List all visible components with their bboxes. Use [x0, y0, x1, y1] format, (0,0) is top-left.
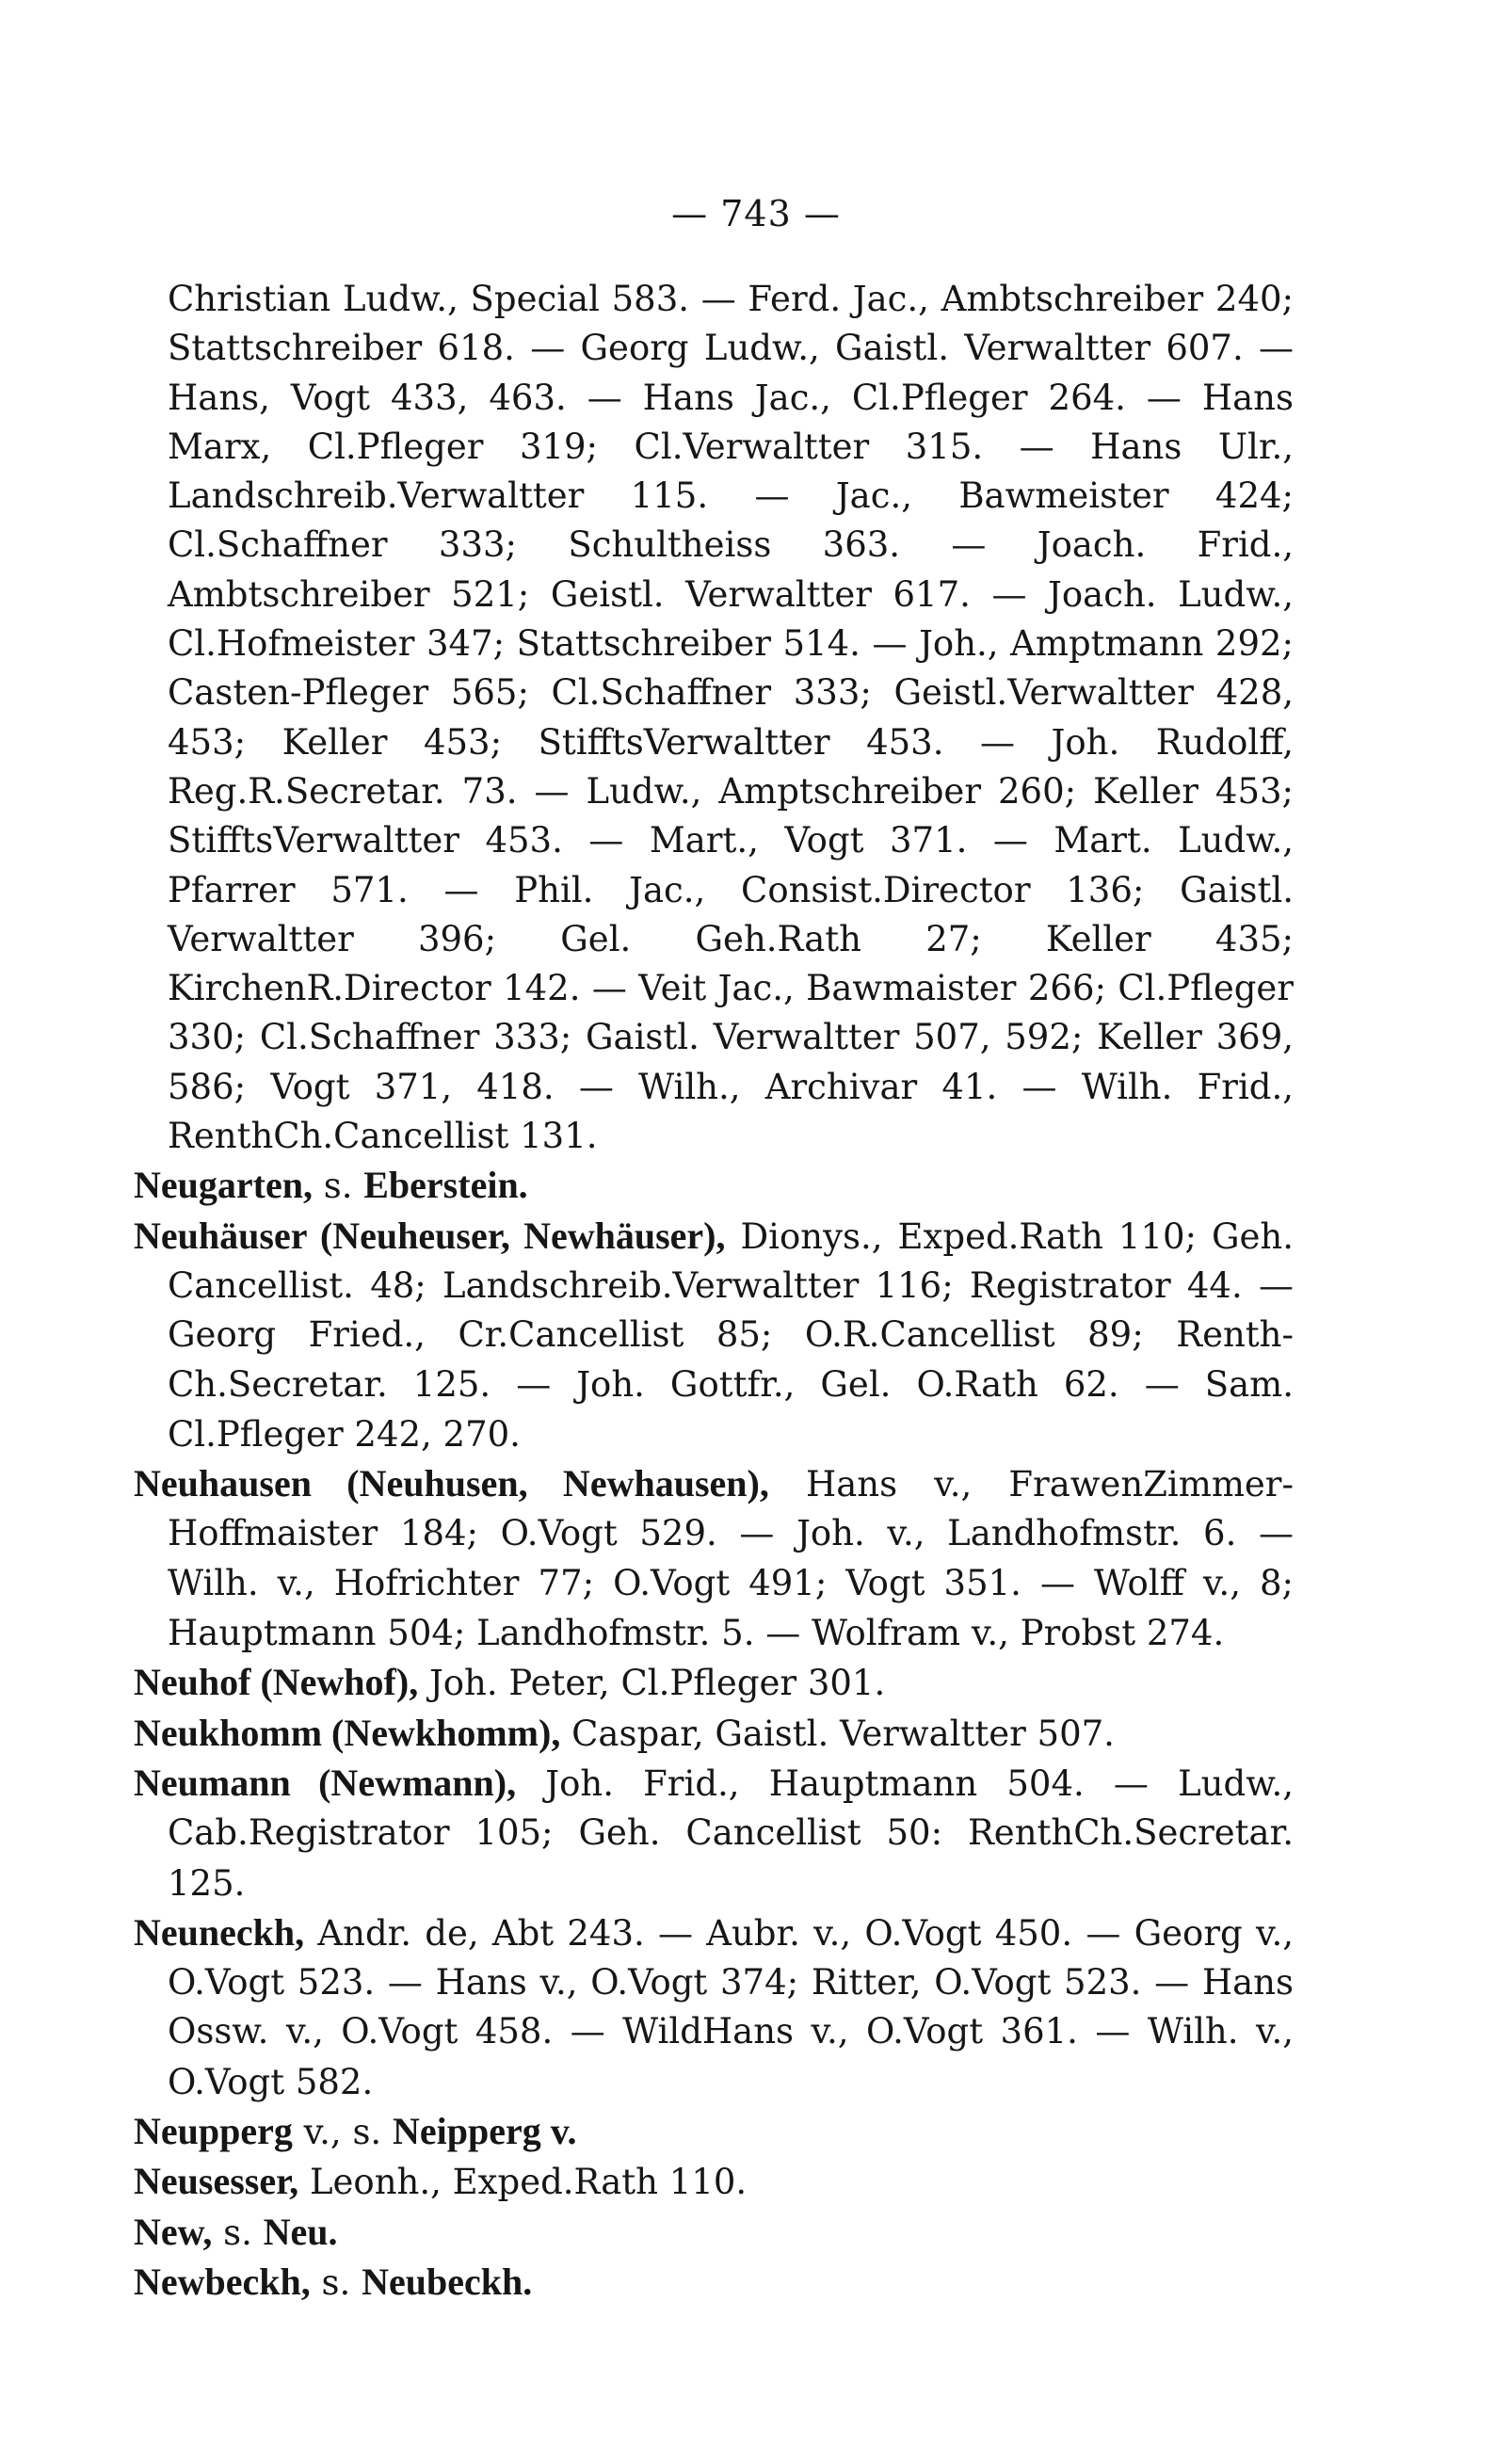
entry-text: s. — [312, 1166, 364, 1207]
entry-surname: Neuhausen (Neuhusen, Newhausen), — [134, 1462, 769, 1505]
entry-surname: Neusesser, — [134, 2160, 299, 2203]
entry-surname: Neuhäuser (Neuheuser, Newhäuser), — [134, 1214, 726, 1257]
entry-text: Joh. Frid., Hauptmann 504. — Ludw., Cab.Registrator 105; Geh. Cancellist 50: RenthCh.Secretar. 125. — [168, 1762, 1294, 1904]
entry-surname: Neumann (Newmann), — [134, 1761, 517, 1804]
continued-entry: Christian Ludw., Special 583. — Ferd. Jac., Ambtschreiber 240; Stattschreiber 618. — Georg Ludw., Gaistl. Verwaltter 607. — Hans, Vogt 433, 463. — Hans Jac., Cl.Pfleger 264. — Hans Marx, Cl.Pfleger 319; Cl.Verwaltter 315. — Hans Ulr., Landschreib.Verwaltter 115. — Jac., Bawmeister 424; Cl.Schaffner 333; Schultheiss 363. — Joach. Frid., Ambtschreiber 521; Geistl. Verwaltter 617. — Joach. Ludw., Cl.Hofmeister 347; Stattschreiber 514. — Joh., Amptmann 292; Casten-Pfleger 565; Cl.Schaffner 333; Geistl.Verwaltter 428, 453; Keller 453; StifftsVerwaltter 453. — Joh. Rudolff, Reg.R.Secretar. 73. — Ludw., Amptschreiber 260; Keller 453; StifftsVerwaltter 453. — Mart., Vogt 371. — Mart. Ludw., Pfarrer 571. — Phil. Jac., Consist.Director 136; Gaistl. Verwaltter 396; Gel. Geh.Rath 27; Keller 435; KirchenR.Director 142. — Veit Jac., Bawmaister 266; Cl.Pfleger 330; Cl.Schaffner 333; Gaistl. Verwaltter 507, 592; Keller 369, 586; Vogt 371, 418. — Wilh., Archivar 41. — Wilh. Frid., RenthCh.Cancellist 131. — [168, 279, 1294, 1157]
entry-text: s. — [212, 2212, 264, 2253]
entry-surname: Neukhomm (Newkhomm), — [134, 1711, 561, 1754]
entry-text: Joh. Peter, Cl.Pfleger 301. — [418, 1663, 886, 1704]
entry-cross-reference: Neipperg v. — [392, 2109, 577, 2152]
entry-surname: Neuneckh, — [134, 1910, 305, 1954]
entry-surname: New, — [134, 2210, 213, 2253]
entry-surname: Neuhof (Newhof), — [134, 1661, 419, 1704]
entry-neupperg — [134, 2107, 1294, 2157]
entry-text: Leonh., Exped.Rath 110. — [298, 2162, 748, 2203]
entry-text: Caspar, Gaistl. Verwaltter 507. — [560, 1713, 1115, 1754]
entry-newbeckh — [134, 2258, 1294, 2308]
entry-new — [134, 2208, 1294, 2258]
entry-neugarten — [134, 1161, 1294, 1211]
entry-surname: Newbeckh, — [134, 2260, 311, 2303]
entry-text: s. — [310, 2261, 362, 2303]
entry-cross-reference: Neu. — [263, 2210, 338, 2253]
entry-text: Hans v., FrawenZimmer-Hoffmaister 184; O.Vogt 529. — Joh. v., Landhofmstr. 6. — Wilh. v., Hofrichter 77; O.Vogt 491; Vogt 351. — Wolff v., 8; Hauptmann 504; Landhofmstr. 5. — Wolfram v., Probst 274. — [168, 1464, 1294, 1654]
entry-text: v., s. — [292, 2111, 393, 2152]
entry-cross-reference: Neubeckh. — [362, 2260, 533, 2303]
entry-cross-reference: Eberstein. — [363, 1164, 528, 1207]
entry-neuhausen — [134, 1459, 1294, 1658]
entry-neuneckh — [134, 1908, 1294, 2107]
entry-neumann — [134, 1759, 1294, 1908]
entry-text: Andr. de, Abt 243. — Aubr. v., O.Vogt 450. — Georg v., O.Vogt 523. — Hans v., O.Vogt 374; Ritter, O.Vogt 523. — Hans Ossw. v., O.Vogt 458. — WildHans v., O.Vogt 361. — Wilh. v., O.Vogt 582. — [168, 1912, 1294, 2102]
entry-neuhaeuser — [134, 1212, 1294, 1459]
entry-text: Dionys., Exped.Rath 110; Geh. Cancellist. 48; Landschreib.Verwaltter 116; Registrator 44. — Georg Fried., Cr.Cancellist 85; O.R.Cancellist 89; Renth-Ch.Secretar. 125. — Joh. Gottfr., Gel. O.Rath 62. — Sam. Cl.Pfleger 242, 270. — [168, 1215, 1295, 1455]
entry-surname: Neugarten, — [134, 1164, 313, 1207]
entry-neukhomm — [134, 1709, 1294, 1759]
register-entries — [134, 275, 1294, 2308]
page-number: — 743 — — [671, 193, 841, 234]
entry-neusesser — [134, 2157, 1294, 2207]
entry-surname: Neupperg — [134, 2109, 293, 2152]
entry-neuhof — [134, 1658, 1294, 1708]
